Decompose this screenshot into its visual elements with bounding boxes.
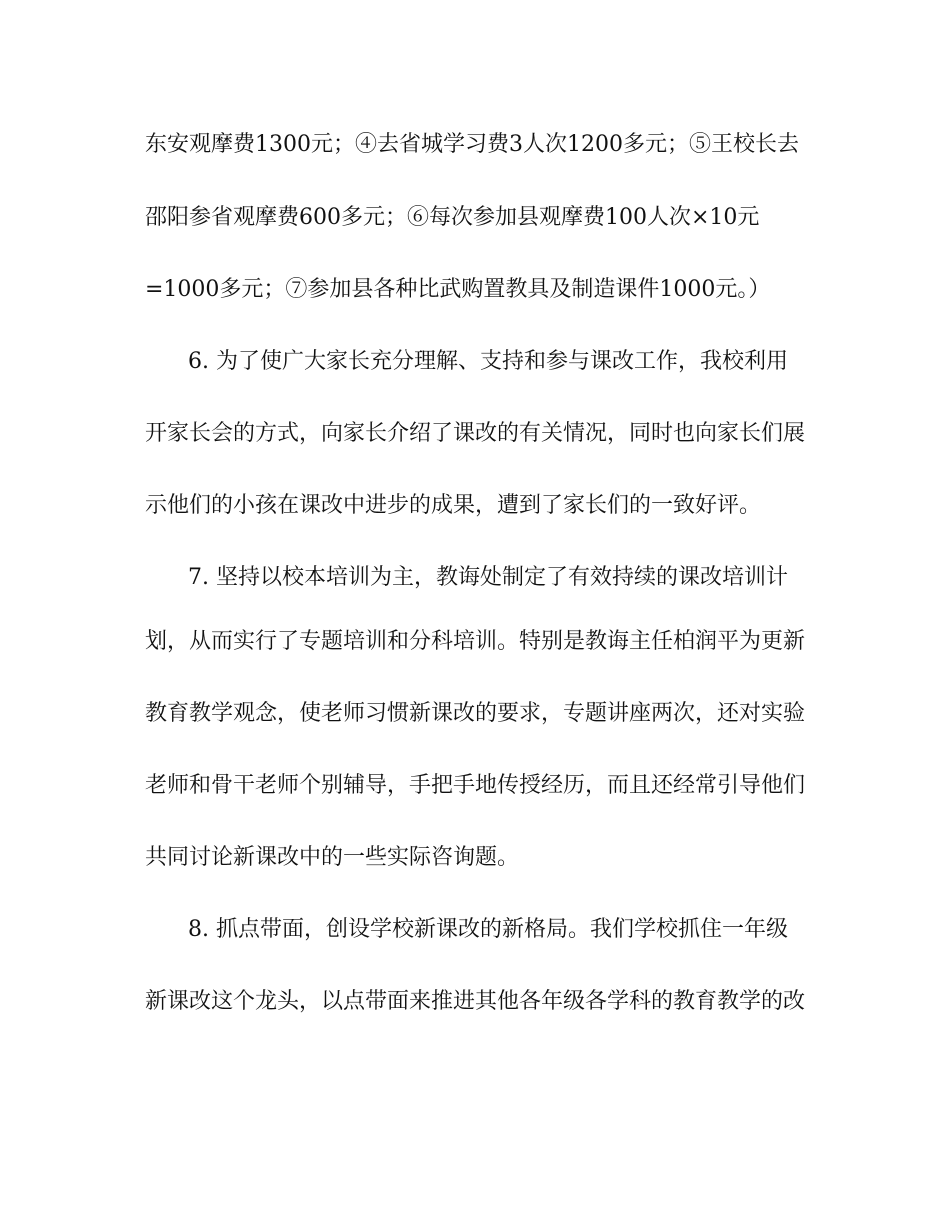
text-line: 老师和骨干老师个别辅导，手把手地传授经历，而且还经常引导他们 (145, 773, 806, 798)
text-line: 新课改这个龙头，以点带面来推进其他各年级各学科的教育教学的改 (145, 989, 806, 1014)
paragraph-8-start: 8. 抓点带面，创设学校新课改的新格局。我们学校抓住一年级 (188, 917, 788, 942)
text-line: 共同讨论新课改中的一些实际咨询题。 (145, 845, 520, 870)
text-line: 邵阳参省观摩费600多元；⑥每次参加县观摩费100人次×10元 (145, 205, 760, 230)
text-line: 东安观摩费1300元；④去省城学习费3人次1200多元；⑤王校长去 (145, 132, 799, 157)
text-line: 开家长会的方式，向家长介绍了课改的有关情况，同时也向家长们展 (145, 421, 806, 446)
text-line: 示他们的小孩在课改中进步的成果，遭到了家长们的一致好评。 (145, 493, 762, 518)
paragraph-6-start: 6. 为了使广大家长充分理解、支持和参与课改工作，我校利用 (188, 349, 788, 374)
paragraph-7-start: 7. 坚持以校本培训为主，教诲处制定了有效持续的课改培训计 (188, 565, 788, 590)
text-line: 教育教学观念，使老师习惯新课改的要求，专题讲座两次，还对实验 (145, 701, 806, 726)
text-line: =1000多元；⑦参加县各种比武购置教具及制造课件1000元。） (145, 277, 771, 302)
text-line: 划，从而实行了专题培训和分科培训。特别是教诲主任柏润平为更新 (145, 629, 806, 654)
